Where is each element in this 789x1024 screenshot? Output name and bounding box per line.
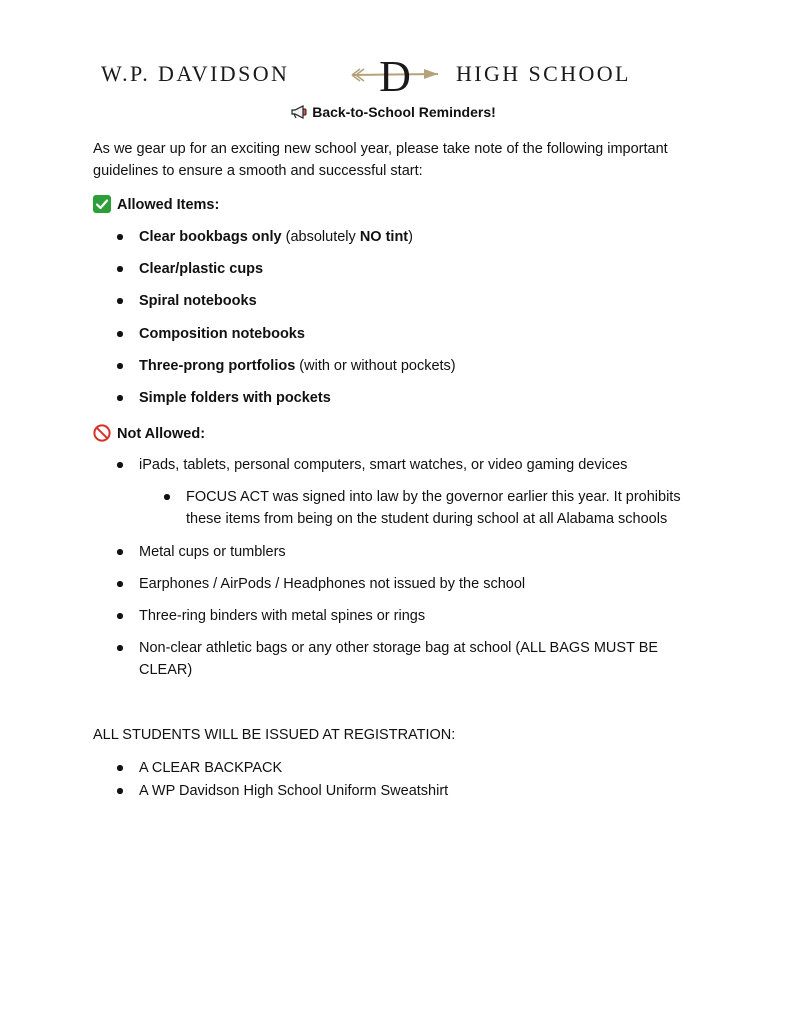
- intro-line-2: guidelines to ensure a smooth and successful start:: [93, 163, 423, 179]
- registration-item: A WP Davidson High School Uniform Sweatshirt: [139, 780, 448, 802]
- intro-paragraph: [93, 138, 668, 182]
- not-allowed-item: Earphones / AirPods / Headphones not issued by the school: [139, 573, 525, 595]
- allowed-item: Clear/plastic cups: [139, 258, 263, 280]
- letterhead-right-text: HIGH SCHOOL: [456, 61, 631, 86]
- allowed-item: Three-prong portfolios (with or without pockets): [139, 355, 456, 377]
- allowed-item: Spiral notebooks: [139, 290, 257, 312]
- not-allowed-heading: [93, 424, 205, 442]
- not-allowed-heading-text: Not Allowed:: [117, 426, 206, 442]
- megaphone-icon: [290, 104, 308, 120]
- not-allowed-sub-item: FOCUS ACT was signed into law by the governor earlier this year. It prohibits these items from being on the student during school at all Alabama schools: [186, 486, 681, 530]
- not-allowed-item: iPads, tablets, personal computers, smart watches, or video gaming devices: [139, 454, 627, 476]
- page-title: [93, 104, 693, 120]
- logo-letter: D: [379, 52, 411, 98]
- not-allowed-item: Three-ring binders with metal spines or rings: [139, 605, 425, 627]
- allowed-item: Simple folders with pockets: [139, 387, 331, 409]
- intro-line-1: As we gear up for an exciting new school year, please take note of the following important: [93, 141, 668, 157]
- not-allowed-item: Non-clear athletic bags or any other storage bag at school (ALL BAGS MUST BE CLEAR): [139, 637, 658, 681]
- allowed-heading-text: Allowed Items:: [117, 197, 220, 213]
- allowed-item: Composition notebooks: [139, 323, 305, 345]
- allowed-item: Clear bookbags only (absolutely NO tint): [139, 226, 413, 248]
- letterhead-left-text: W.P. DAVIDSON: [101, 61, 290, 86]
- letterhead: [0, 52, 789, 98]
- registration-item: A CLEAR BACKPACK: [139, 757, 282, 779]
- prohibited-icon: [93, 424, 111, 442]
- page-title-text: Back-to-School Reminders!: [312, 104, 496, 120]
- school-logo-icon: [350, 52, 440, 98]
- allowed-heading: [93, 195, 219, 213]
- registration-heading: ALL STUDENTS WILL BE ISSUED AT REGISTRATION:: [93, 727, 456, 743]
- not-allowed-item: Metal cups or tumblers: [139, 541, 286, 563]
- check-mark-icon: [93, 195, 111, 213]
